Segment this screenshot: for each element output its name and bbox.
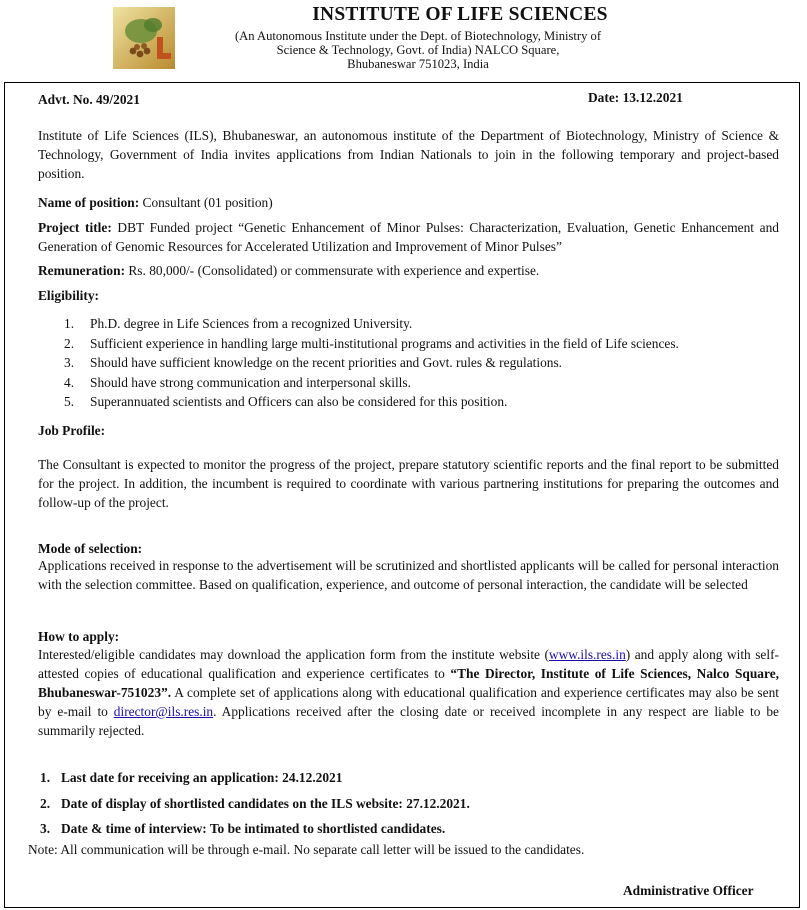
institute-name: INSTITUTE OF LIFE SCIENCES	[312, 4, 608, 25]
institute-address	[208, 29, 628, 71]
address-line-1: (An Autonomous Institute under the Dept. of Biotechnology, Ministry of	[234, 29, 602, 43]
project-label: Project title:	[38, 220, 112, 235]
advt-date: Date: 13.12.2021	[588, 90, 683, 105]
item-text: Sufficient experience in handling large multi-institutional programs and activities in the field of Life sciences.	[90, 335, 679, 351]
letterhead	[0, 0, 807, 80]
remuneration-value: Rs. 80,000/- (Consolidated) or commensurate with experience and expertise.	[125, 263, 540, 278]
list-item	[40, 816, 470, 842]
website-link[interactable]: www.ils.res.in	[548, 647, 626, 662]
eligibility-list	[64, 314, 679, 412]
item-number: 1.	[40, 770, 51, 785]
remuneration-label: Remuneration:	[38, 263, 126, 278]
advt-number: Advt. No. 49/2021	[38, 92, 140, 107]
job-profile-heading: Job Profile:	[38, 423, 106, 438]
signatory: Administrative Officer	[623, 883, 754, 898]
position-value: Consultant (01 position)	[139, 195, 273, 210]
apply-text	[38, 645, 779, 740]
selection-text: Applications received in response to the advertisement will be scrutinized and shortlisted applicants will be called for personal interaction with the selection committee. Based on qualification, experience, and outcome of personal interaction, the candidate will be selected	[38, 558, 779, 592]
apply-text-part: ) and apply along with self-attested copies of educational qualification and experience certificates to	[38, 647, 779, 681]
important-dates-list	[40, 765, 470, 842]
apply-text-part: . Applications received after the closing date or received incomplete in any respect are liable to be summarily rejected.	[38, 704, 779, 738]
apply-text-part: A complete set of applications along with educational qualification and experience certificates may also be sent by e-mail to	[38, 685, 779, 719]
job-profile-text: The Consultant is expected to monitor the progress of the project, prepare statutory scientific reports and the final report to be submitted for the project. In addition, the incumbent is required to coordinate with various partnering institutions for preparing the outcomes and follow-up of the project.	[38, 457, 779, 510]
item-text: Superannuated scientists and Officers can also be considered for this position.	[90, 394, 508, 410]
project-value: DBT Funded project “Genetic Enhancement of Minor Pulses: Characterization, Evaluation, Genetic Enhancement and Generation of Genomic Resources for Accelerated Utilization and Improvement of Minor Pulses”	[38, 220, 779, 254]
position-line	[38, 193, 273, 212]
item-number: 4.	[64, 374, 75, 390]
position-label: Name of position:	[38, 195, 140, 210]
list-item	[64, 334, 679, 354]
intro-paragraph: Institute of Life Sciences (ILS), Bhubaneswar, an autonomous institute of the Department of Biotechnology, Ministry of Science & Technology, Government of India invites applications from Indian Nationals to join in the following temporary and project-based position.	[38, 128, 779, 181]
project-title	[38, 218, 779, 256]
item-text: Should have sufficient knowledge on the recent priorities and Govt. rules & regulations.	[90, 355, 563, 371]
list-item	[64, 353, 679, 373]
list-item	[40, 765, 470, 791]
list-item	[64, 392, 679, 412]
item-text: Date & time of interview: To be intimated to shortlisted candidates.	[61, 821, 446, 836]
item-text: Last date for receiving an application: 24.12.2021	[61, 770, 343, 785]
address-line-3: Bhubaneswar 751023, India	[347, 57, 489, 71]
item-text: Should have strong communication and interpersonal skills.	[90, 374, 411, 390]
list-item	[64, 314, 679, 334]
list-item	[64, 373, 679, 393]
note-text: Note: All communication will be through e-mail. No separate call letter will be issued to the candidates.	[28, 842, 585, 857]
eligibility-heading: Eligibility:	[38, 288, 100, 303]
item-number: 2.	[64, 335, 75, 351]
item-number: 3.	[64, 355, 75, 371]
email-link[interactable]: director@ils.res.in	[113, 704, 214, 719]
apply-text-part: Interested/eligible candidates may download the application form from the institute website (	[38, 647, 549, 662]
item-number: 2.	[40, 795, 51, 811]
address-line-2: Science & Technology, Govt. of India) NALCO Square,	[276, 43, 560, 57]
apply-heading: How to apply:	[38, 629, 120, 644]
item-number: 3.	[40, 821, 51, 836]
institute-logo-icon	[113, 7, 175, 69]
item-text: Date of display of shortlisted candidates on the ILS website: 27.12.2021.	[61, 795, 470, 811]
selection-heading: Mode of selection:	[38, 541, 143, 556]
postal-address: “The Director, Institute of Life Sciences, Nalco Square, Bhubaneswar-751023”.	[38, 666, 779, 700]
item-number: 5.	[64, 394, 75, 410]
item-number: 1.	[64, 316, 75, 331]
remuneration-line	[38, 261, 539, 280]
list-item	[40, 791, 470, 817]
item-text: Ph.D. degree in Life Sciences from a recognized University.	[90, 316, 413, 331]
